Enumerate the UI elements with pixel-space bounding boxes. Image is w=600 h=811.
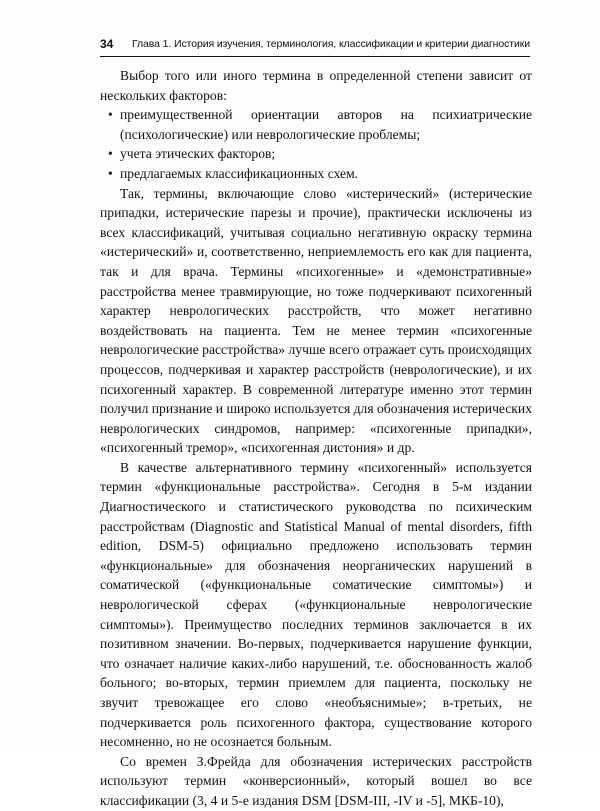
- list-item: [108, 144, 532, 164]
- list-item-text: преимущественной ориентации авторов на психиатрические (психологические) или неврологические проблемы;: [120, 107, 532, 142]
- intro-paragraph: Выбор того или иного термина в определенной степени зависит от нескольких факторов:: [100, 68, 532, 103]
- bullet-icon: •: [108, 146, 113, 162]
- list-item-text: предлагаемых классификационных схем.: [120, 165, 359, 181]
- paragraph-functional-disorders: В качестве альтернативного термину «психогенный» используется термин «функциональные расстройства». Сегодня в 5-м издании Диагностического и статистического руководства по психическим расстройствам (Diagnostic and Statistical Manual of mental disorders, fifth edition, DSM-5) официально предложено использовать термин «функциональные» для обозначения неорганических нарушений в соматической («функциональные соматические симптомы») и неврологической сферах («функциональные неврологические симптомы»). Преимущество последних терминов заключается в их позитивном значении. Во-первых, подчеркивается нарушение функции, что означает наличие каких-либо нарушений, т.е. обоснованность жалоб больного; во-вторых, термин приемлем для пациента, поскольку не звучит тревожащее его слово «необъяснимые»; в-третьих, не подчеркивается роль психогенного фактора, существование которого несомненно, но не осознается больным.: [100, 459, 532, 750]
- list-item: [108, 164, 532, 184]
- list-item: [108, 105, 532, 144]
- factor-list: [100, 105, 532, 183]
- paragraph-hysterical-terms: Так, термины, включающие слово «истерический» (истерические припадки, истерические парезы и прочие), практически исключены из всех классификаций, учитывая социально негативную окраску термина «истерический» и, соответственно, неприемлемость его как для пациента, так и для врача. Термины «психогенные» и «демонстративные» расстройства менее травмирующие, но тоже подчеркивают психогенный характер неврологических расстройств, что может негативно воздействовать на пациента. Тем не менее термин «психогенные неврологические расстройства» лучше всего отражает суть происходящих процессов, подчеркивая и характер расстройств (неврологические), и их психогенный характер. В современной литературе именно этот термин получил признание и широко используется для обозначения истерических неврологических синдромов, например: «психогенные припадки», «психогенный тремор», «психогенная дистония» и др.: [100, 185, 532, 456]
- bullet-icon: •: [108, 165, 113, 181]
- chapter-title: Глава 1. История изучения, терминология, классификации и критерии диагностики: [131, 38, 530, 50]
- paragraph-conversion: Со времен З.Фрейда для обозначения истерических расстройств используют термин «конверсионный», который вошел во все классификации (3, 4 и 5-е издания DSM [DSM-III, -IV и -5], МКБ-10),: [100, 753, 532, 808]
- bullet-icon: •: [108, 107, 113, 123]
- header-rule: [100, 56, 530, 57]
- running-header: [100, 37, 530, 53]
- body-text: [100, 66, 532, 811]
- page-number: 34: [100, 37, 114, 51]
- list-item-text: учета этических факторов;: [120, 146, 276, 162]
